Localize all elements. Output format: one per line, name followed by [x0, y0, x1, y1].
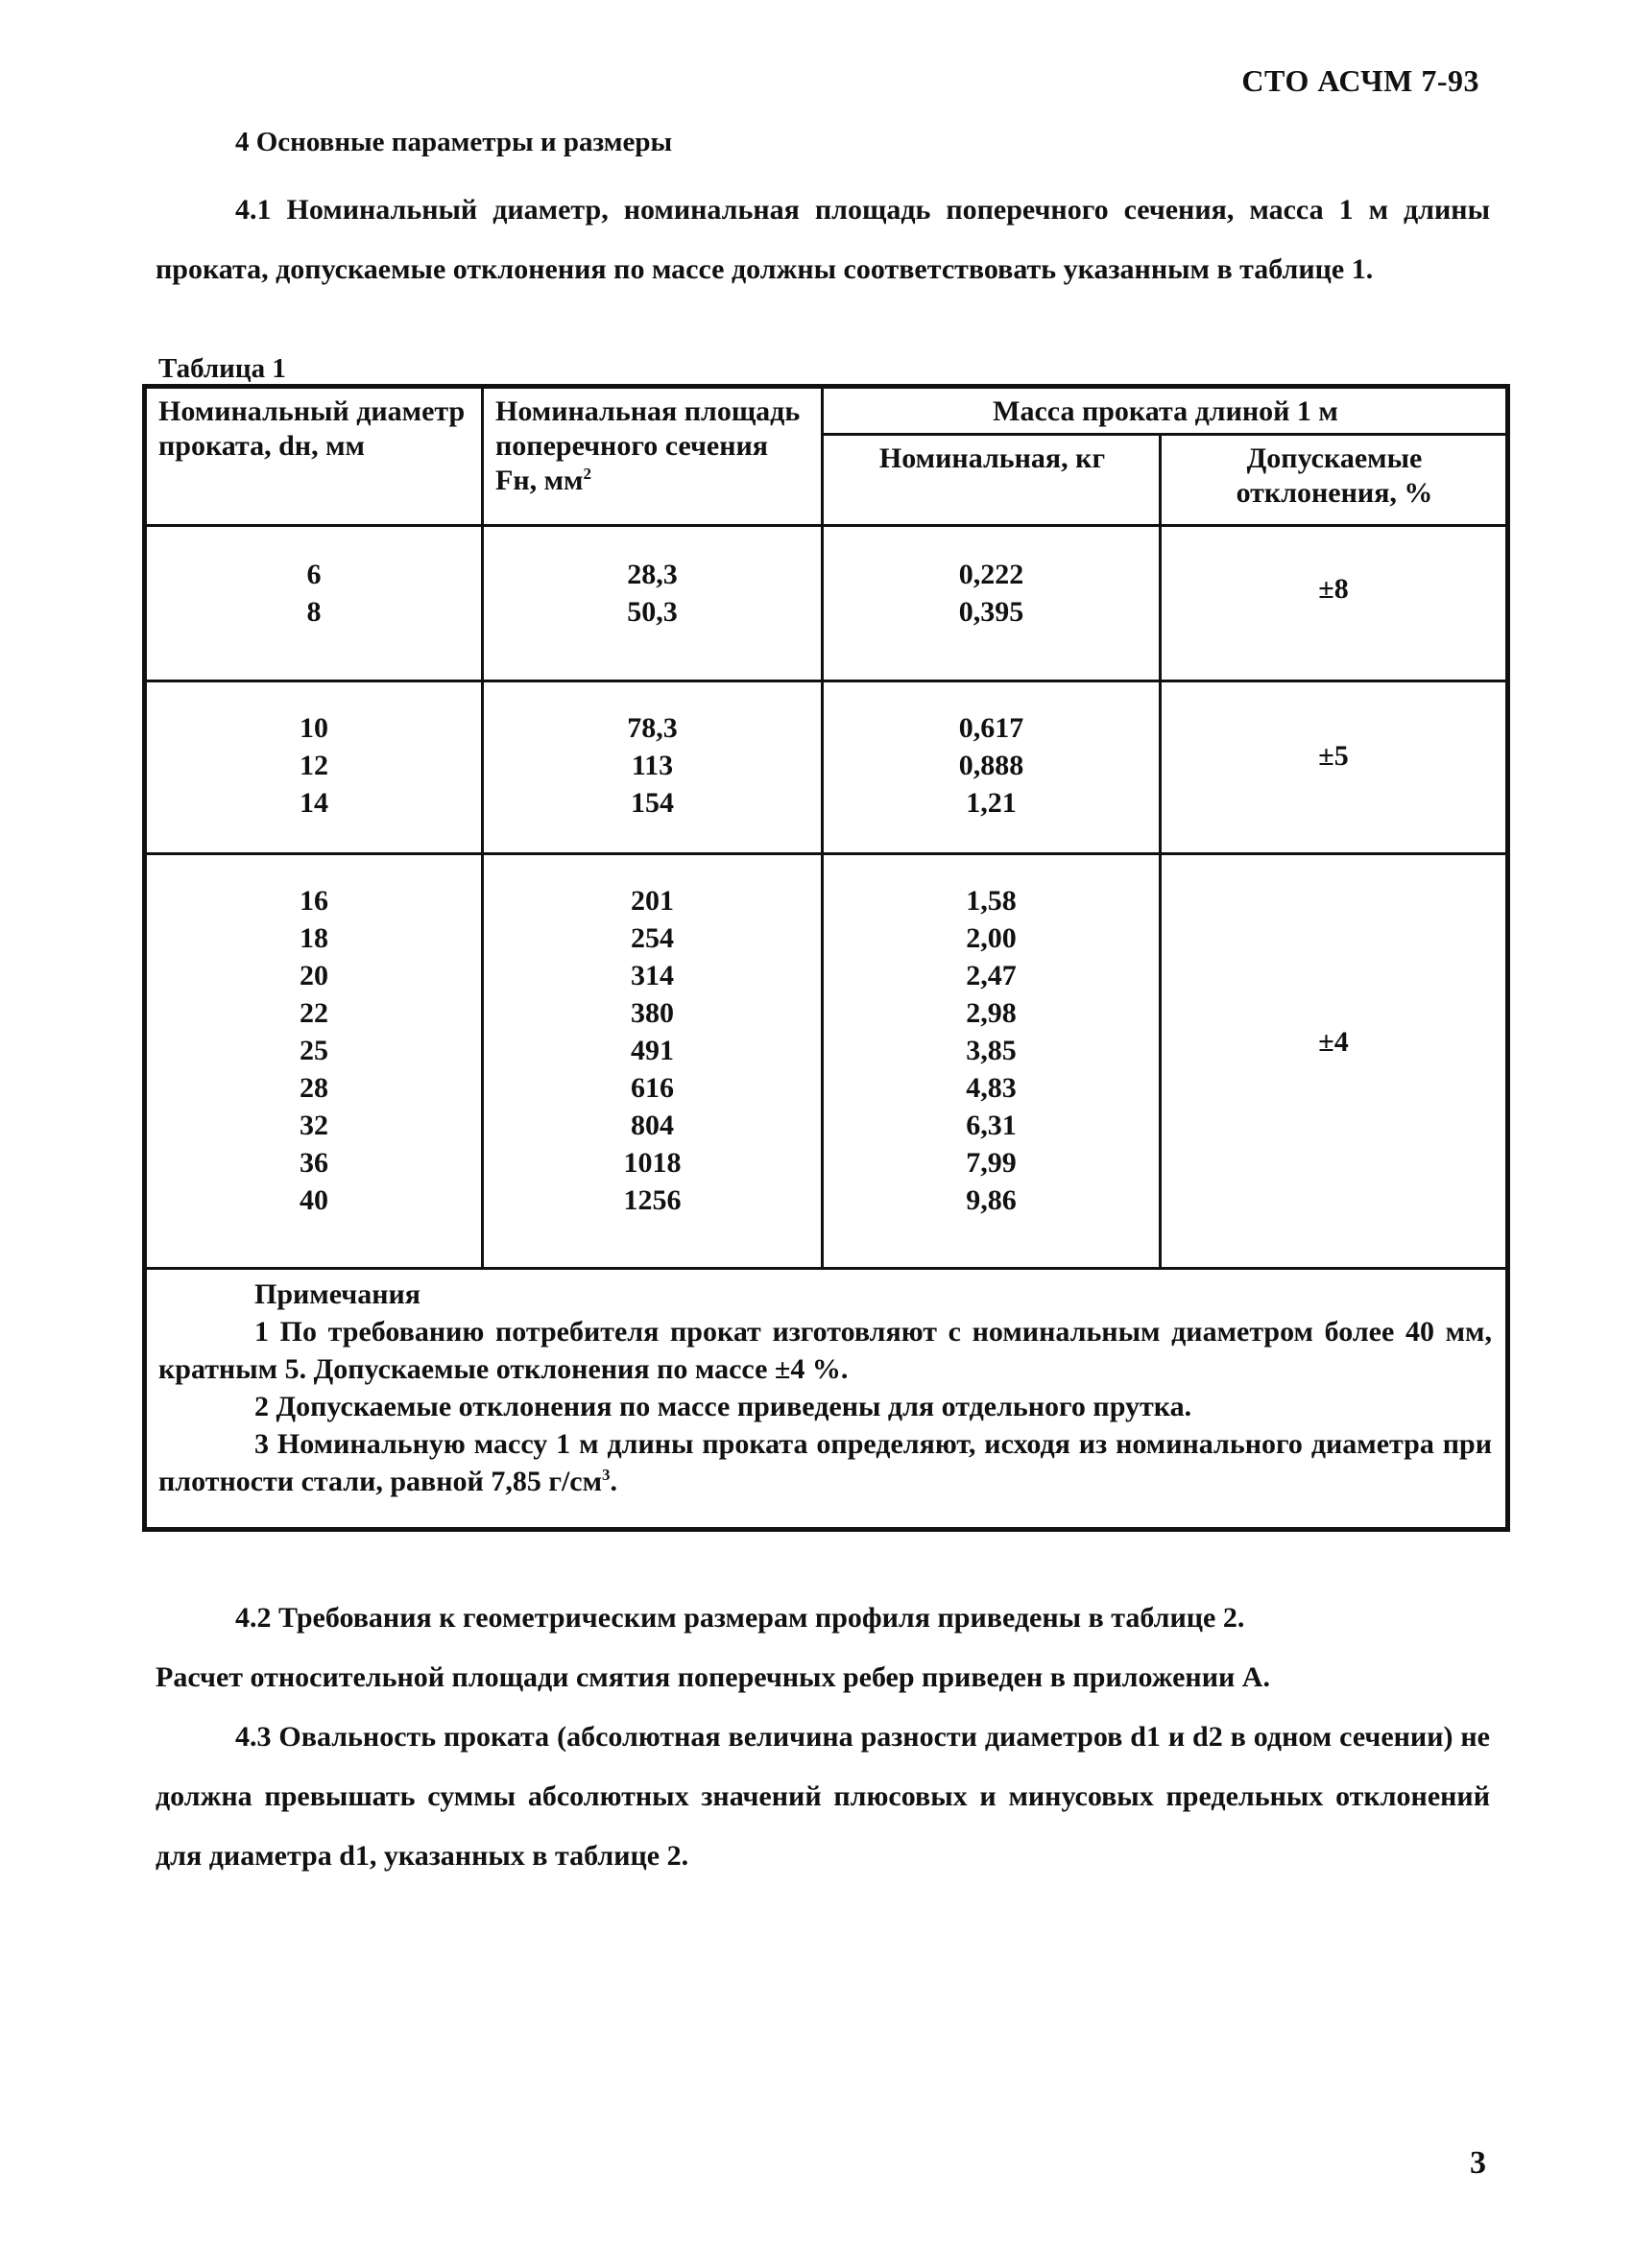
- mass-cell: 0,222 0,395: [823, 526, 1161, 681]
- table-1: [142, 384, 1510, 1532]
- diameter-cell: 16 18 20 22 25 28 32 36 40: [145, 854, 483, 1269]
- tolerance-cell: ±4: [1161, 854, 1508, 1269]
- diameter-cell: 10 12 14: [145, 681, 483, 854]
- page-number: 3: [1470, 2145, 1486, 2181]
- diameter-cell: 6 8: [145, 526, 483, 681]
- area-cell: 201 254 314 380 491 616 804 1018 1256: [483, 854, 823, 1269]
- body-text-after-table: [156, 1588, 1490, 1886]
- note-2: 2 Допускаемые отклонения по массе приведены для отдельного прутка.: [254, 1391, 1192, 1422]
- table-row-group: [145, 526, 1508, 681]
- tolerance-cell: ±8: [1161, 526, 1508, 681]
- table-row-group: [145, 681, 1508, 854]
- note-3: 3 Номинальную массу 1 м длины проката определяют, исходя из номинального диаметра при плотности стали, равной 7,85 $г/см^3$.: [158, 1428, 1492, 1497]
- notes-title: Примечания: [254, 1278, 421, 1310]
- area-cell: 28,3 50,3: [483, 526, 823, 681]
- mass-cell: 0,617 0,888 1,21: [823, 681, 1161, 854]
- table-notes: [145, 1269, 1508, 1530]
- header-area: Номинальная площадь поперечного сечения Fн, $мм^2$: [483, 387, 823, 526]
- section-title: 4 Основные параметры и размеры: [235, 127, 673, 157]
- table-caption: Таблица 1: [158, 353, 286, 384]
- header-diameter: Номинальный диаметр проката, dн, мм: [145, 387, 483, 526]
- paragraph-4-2: 4.2 Требования к геометрическим размерам профиля приведены в таблице 2.: [235, 1602, 1245, 1634]
- paragraph-4-3: 4.3 Овальность проката (абсолютная величина разности диаметров d1 и d2 в одном сечении) не должна превышать суммы абсолютных значений плюсовых и минусовых предельных отклонений для диаметра d1, указанных в таблице 2.: [156, 1721, 1490, 1872]
- note-1: 1 По требованию потребителя прокат изготовляют с номинальным диаметром более 40 мм, кратным 5. Допускаемые отклонения по массе ±4 %.: [158, 1316, 1492, 1385]
- paragraph-calculation: Расчет относительной площади смятия поперечных ребер приведен в приложении А.: [156, 1661, 1270, 1693]
- header-nominal: Номинальная, кг: [823, 435, 1161, 526]
- header-tolerance: Допускаемые отклонения, %: [1161, 435, 1508, 526]
- table-row-group: [145, 854, 1508, 1269]
- tolerance-cell: ±5: [1161, 681, 1508, 854]
- area-cell: 78,3 113 154: [483, 681, 823, 854]
- mass-cell: 1,58 2,00 2,47 2,98 3,85 4,83 6,31 7,99 9,86: [823, 854, 1161, 1269]
- header-mass-group: Масса проката длиной 1 м: [823, 387, 1508, 435]
- paragraph-4-1: 4.1 Номинальный диаметр, номинальная площадь поперечного сечения, масса 1 м длины проката, допускаемые отклонения по массе должны соответствовать указанным в таблице 1.: [156, 194, 1490, 285]
- document-code: СТО АСЧМ 7-93: [1241, 63, 1479, 98]
